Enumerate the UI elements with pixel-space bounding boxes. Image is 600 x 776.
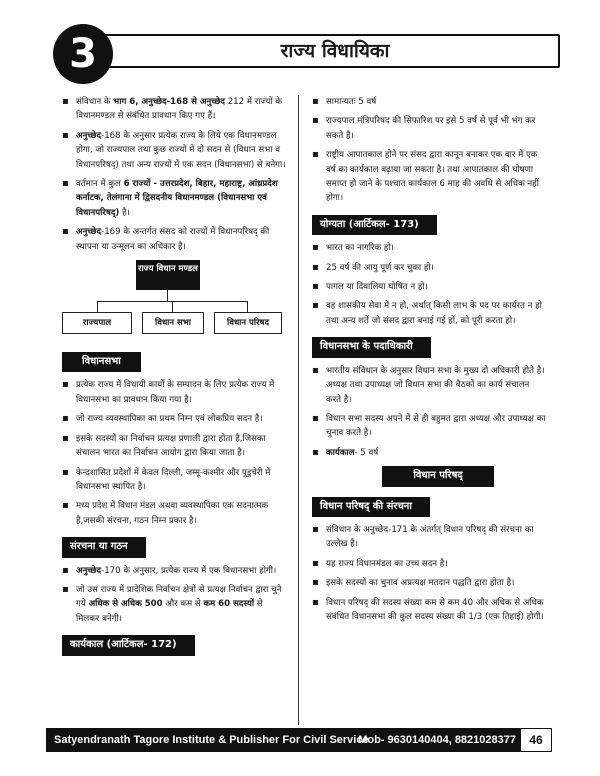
chapter-number-badge: 3 (53, 24, 113, 84)
officers-list (312, 364, 546, 460)
text: है। (119, 207, 130, 218)
text: से मिलकर बनेगी। (76, 599, 263, 624)
list-item (312, 364, 546, 407)
right-column (312, 95, 546, 629)
tenure-list (312, 95, 546, 206)
text: केन्द्रशासित प्रदेशों में केवल दिल्ली, जम्मू-कश्मीर और पुडुचेरी में विधानसभा स्थापित है। (76, 467, 271, 492)
list-item (62, 95, 286, 124)
list-item (312, 241, 546, 255)
text: -168 के अनुसार प्रत्येक राज्य के लिये एक विधानमण्डल होगा, जो राज्यपाल तथा कुछ राज्यों में दो सदन से (विधान सभा व विधानपरिषद्) तथा अन्य राज्यों में एक सदन (विधानसभा) से बनेगा। (76, 130, 286, 170)
section-heading-tenure: कार्यकाल (आर्टिकल- 172) (62, 635, 195, 655)
diagram-connector (167, 290, 168, 301)
bold-text: अनुच्छेद (76, 130, 102, 141)
text: 25 वर्ष की आयु पूर्ण कर चुका हो। (326, 262, 434, 273)
list-item (62, 129, 286, 172)
bold-text: कार्यकाल (326, 447, 355, 458)
legislature-diagram (62, 260, 286, 338)
diagram-connector (172, 301, 173, 312)
list-item (62, 177, 286, 220)
list-item (62, 499, 286, 528)
text: भारतीय संविधान के अनुसार विधान सभा के मुख्य दो अधिकारी होते है। अध्यक्ष तथा उपाध्यक्ष जो विधान सभा की बैठकों का कार्य संचालन करते है। (326, 365, 545, 405)
text: राज्यपाल मंत्रिपरिषद की सिफारिश पर इसे 5 वर्ष से पूर्व भी भंग कर सकते है। (326, 116, 536, 141)
text: जो राज्य व्यवस्थापिका का प्रथम निम्न एवं लोकप्रिय सदन है। (76, 414, 263, 425)
bold-text: अनुच्छेद (76, 227, 102, 238)
section-heading-council: विधान परिषद् (382, 466, 494, 486)
list-item (62, 225, 286, 254)
diagram-root-node: राज्य विधान मण्डल (136, 260, 200, 290)
left-column (62, 95, 286, 662)
chapter-header (50, 28, 560, 77)
text: वर्तमान में कुल (76, 179, 124, 190)
list-item (62, 412, 286, 426)
text: जो उस राज्य में प्रादेशिक निर्वाचन क्षेत्रों से प्रत्यक्ष निर्वाचन द्वारा चुने गये (76, 584, 282, 610)
text: -170 के अनुसार, प्रत्येक राज्य में एक विधानसभा होगी। (101, 565, 277, 576)
text: मध्य प्रदेश में विधान मंडल अथवा व्यवस्थापिका एक सदनात्मक है,जसकी संरचना, गठन निम्न प्रकार है। (76, 501, 268, 526)
text: संविधान के अनुच्छेद-171 के अंतर्गत् विधान परिषद् की संरचना का उल्लेख है। (326, 524, 534, 550)
section-heading-qualification: योग्यता (आर्टिकल- 173) (312, 215, 437, 235)
list-item (312, 299, 546, 328)
chapter-title: राज्य विधायिका (90, 34, 560, 68)
list-item (312, 148, 546, 206)
diagram-node-governor: राज्यपाल (62, 312, 132, 334)
section-heading-officers: विधानसभा के पदाधिकारी (312, 337, 431, 357)
list-item (312, 114, 546, 143)
bold-text: कम 60 सदस्यों (203, 599, 255, 610)
page-footer (46, 728, 552, 752)
list-item (62, 583, 286, 626)
intro-list (62, 95, 286, 254)
section-heading-council-structure: विधान परिषद् की संरचना (312, 497, 430, 517)
list-item (312, 261, 546, 275)
diagram-node-assembly: विधान सभा (142, 312, 204, 334)
bold-text: अधिक से अधिक 500 (88, 599, 163, 610)
vidhansabha-list (62, 378, 286, 528)
column-divider (298, 95, 299, 725)
text: विधान सभा सदस्य अपने में से ही बहुमत द्वारा अध्यक्ष और उपाध्यक्ष का चुनाव करते है। (326, 413, 546, 439)
structure-list (62, 564, 286, 627)
text: इसके सदस्यों का चुनाव अप्रत्यक्ष मतदान पद्धति द्वारा होता है। (326, 578, 515, 589)
text: सामान्यतः 5 वर्ष (326, 97, 377, 107)
text: प्रत्येक राज्य में विधायी कार्यों के सम्पादन के लिए प्रत्येक राज्य में विधानसभा का प्रावधान किया गया है। (76, 380, 275, 405)
section-heading-vidhansabha: विधानसभा (62, 352, 141, 372)
text: - 5 वर्ष (354, 447, 379, 458)
council-list (312, 523, 546, 624)
diagram-connector (247, 301, 248, 312)
list-item (312, 95, 546, 109)
bold-text: 6 राज्यों - उत्तरप्रदेश, बिहार, महाराष्ट्र, आंध्रप्रदेश कर्नाटक, तेलंगाना में द्विसदनीय विधानमण्डल (विधानसभा एवं विधानपरिषद्) (76, 179, 278, 218)
list-item (312, 576, 546, 590)
qualification-list (312, 241, 546, 328)
page-number: 46 (521, 729, 551, 751)
contact-mobile: Mob- 9630140404, 8821028377 (358, 734, 516, 746)
list-item (62, 432, 286, 461)
text: इसके सदस्यों का निर्वाचन प्रत्यक्ष प्रणाली द्वारा होता है,जिसका संचालन भारत का निर्वाचन आयोग द्वारा किया जाता है। (76, 433, 266, 459)
text: वह शासकीय सेवा में न हो, अर्थात् किसी लाभ के पद पर कार्यरत न हो तथा अन्य शर्ते जो संसद द्वारा बनाई गई हों, को पूरी करता हो। (326, 301, 542, 326)
text: और कम से (162, 599, 204, 610)
list-item (62, 466, 286, 495)
diagram-node-council: विधान परिषद (214, 312, 282, 334)
list-item (312, 557, 546, 571)
diagram-connector (97, 301, 98, 312)
text: भारत का नागरिक हो। (326, 243, 394, 254)
text: पागल या दिवालिया घोषित न हो। (326, 282, 428, 293)
text: राष्ट्रीय आपातकाल होने पर संसद द्वारा कानून बनाकर एक बार में एक वर्ष का कार्यकाल बढ़ाया जा सकता है। तथा आपातकाल की घोषणा समाप्त हो जाने के पश्चात कार्यकाल 6 माह की अवधि से अधिक नहीं होगा। (326, 150, 539, 204)
section-heading-structure: संरचना या गठन (62, 537, 146, 557)
text: संविधान के (76, 97, 114, 107)
text: यह राज्य विधानमंडल का उच्च सदन है। (326, 558, 448, 569)
list-item (62, 564, 286, 578)
list-item (312, 446, 546, 460)
list-item (312, 523, 546, 552)
text: -169 के अन्तर्गत संसद को राज्यों में विधानपरिषद् की स्थापना या उन्मूलन का अधिकार है। (76, 227, 270, 252)
text: 212 में राज्यों के विधानमण्डल से संबंधित प्रावधान किए गए हैं। (76, 97, 282, 122)
publisher-name: Satyendranath Tagore Institute & Publisher For Civil Service (54, 734, 369, 746)
list-item (312, 280, 546, 294)
bold-text: अनुच्छेद (76, 565, 102, 576)
bold-text: भाग 6, अनुच्छेद-168 से अनुच्छेद (113, 97, 225, 107)
list-item (62, 378, 286, 407)
list-item (312, 412, 546, 441)
list-item (312, 596, 546, 625)
text: विधान परिषद् की सदस्य संख्या कम से कम 40 और अधिक से अधिक संबंधित विधानसभा की कुल सदस्य संख्या की 1/3 (एक तिहाई) होगी। (326, 597, 544, 622)
